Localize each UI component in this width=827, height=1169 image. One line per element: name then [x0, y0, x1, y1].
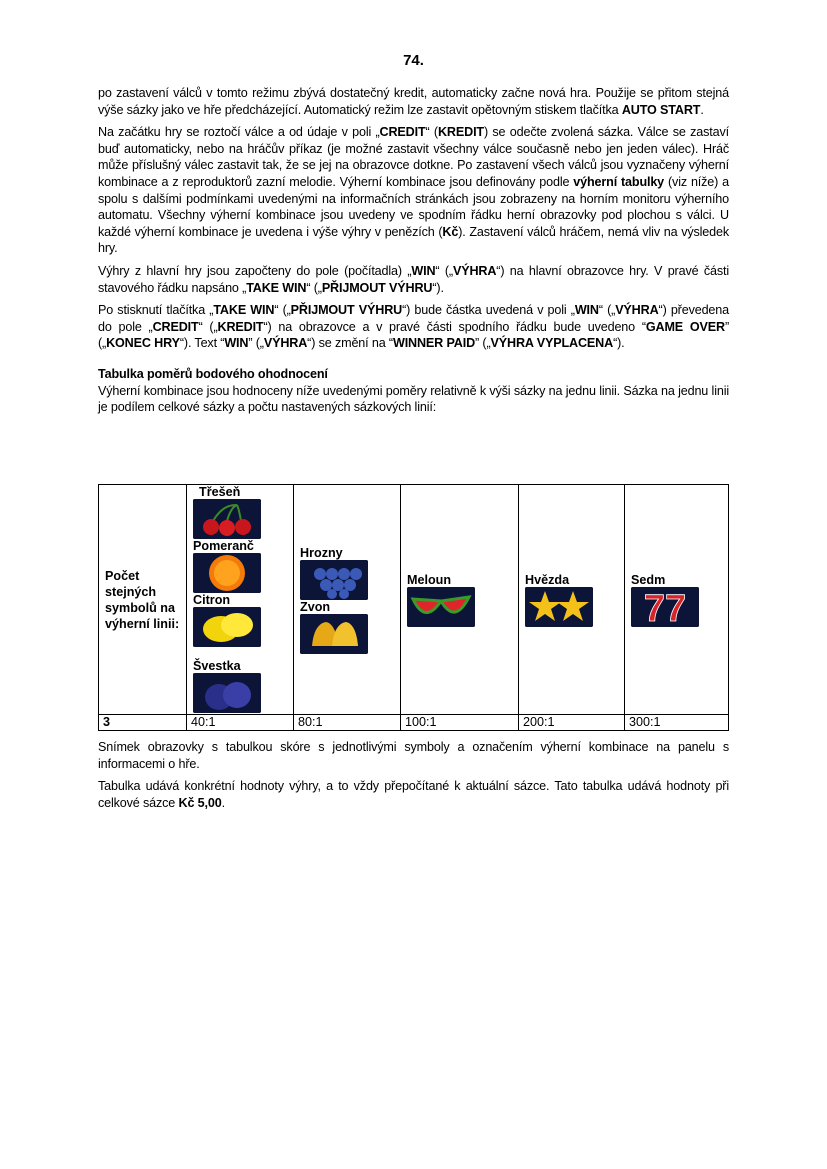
- seven-icon: [631, 587, 699, 627]
- lemon-icon: [193, 607, 261, 647]
- star-icon: [525, 587, 593, 627]
- payout-value: 300:1: [625, 715, 729, 731]
- footer-text: [98, 739, 729, 817]
- symbol-label: Meloun: [407, 572, 452, 587]
- row-label: Počet stejných symbolů na výherní linii:: [99, 485, 187, 715]
- grapes-icon: [300, 560, 368, 600]
- payout-value: 200:1: [519, 715, 625, 731]
- table-caption: Snímek obrazovky s tabulkou skóre s jednotlivými symboly a označením výherní kombinace na panelu s informacemi o hře.: [98, 740, 729, 771]
- paragraph-game-start: Na začátku hry se roztočí válce a od údaje v poli „CREDIT“ (KREDIT) se odečte zvolená sázka. Válce se zastaví buď automaticky, nebo na hráčův příkaz (je možné zastavit všechny válce současně nebo jen jeden válec). Hráč může příslušný válec zastavit tak, že se jej na obrazovce dotkne. Po zastavení všech válců jsou vyznačeny výherní kombinace a z reproduktorů zazní melodie. Výherní kombinace jsou definovány podle výherní tabulky (viz níže) a spolu s dalšími podmínkami uvedenými na informačních stránkách jsou zobrazeny na horním monitoru výherního automatu. Všechny výherní kombinace jsou uvedeny ve spodním řádku herní obrazovky pod plochou s válci. U každé výherní kombinace je uvedena i výše výhry v penězích (Kč). Zastavení válců hráčem, nemá vliv na výsledek hry.: [98, 125, 730, 256]
- section-title: Tabulka poměrů bodového ohodnocení: [98, 366, 328, 381]
- symbol-label: Sedm: [631, 572, 666, 587]
- payout-table: [98, 484, 729, 731]
- cherry-icon: [193, 499, 261, 539]
- fruit-symbols-cell: [187, 485, 294, 715]
- symbol-label: Švestka: [193, 659, 241, 673]
- symbol-label: Citron: [193, 593, 231, 607]
- seven-cell: [625, 485, 729, 715]
- symbol-label: Třešeň: [199, 485, 241, 499]
- page-number: 74.: [403, 52, 424, 69]
- symbol-label: Pomeranč: [193, 539, 254, 553]
- payout-value: 40:1: [187, 715, 294, 731]
- svg-text:77: 77: [643, 587, 687, 627]
- body-text: [98, 85, 729, 422]
- payout-value: 80:1: [294, 715, 401, 731]
- melon-icon: [407, 587, 475, 627]
- symbol-count: 3: [99, 715, 187, 731]
- paragraph-wins: Výhry z hlavní hry jsou započteny do pole (počítadla) „WIN“ („VÝHRA“) na hlavní obrazovce hry. V pravé části stavového řádku napsáno „TAKE WIN“ („PŘIJMOUT VÝHRU“).: [98, 263, 730, 295]
- plum-icon: [193, 673, 261, 713]
- payout-value: 100:1: [401, 715, 519, 731]
- symbol-label: Hrozny: [300, 545, 343, 560]
- symbol-label: Hvězda: [525, 572, 570, 587]
- section-intro: Výherní kombinace jsou hodnoceny níže uvedenými poměry relativně k výši sázky na jednu linii. Sázka na jednu linii je podílem celkové sázky a počtu nastavených sázkových linií:: [98, 383, 729, 415]
- melon-cell: [401, 485, 519, 715]
- grape-bell-cell: [294, 485, 401, 715]
- bell-icon: [300, 614, 368, 654]
- symbol-label: Zvon: [300, 599, 331, 614]
- orange-icon: [193, 553, 261, 593]
- paragraph-take-win: Po stisknutí tlačítka „TAKE WIN“ („PŘIJMOUT VÝHRU“) bude částka uvedená v poli „WIN“ („VÝHRA“) převedena do pole „CREDIT“ („KREDIT“) na obrazovce a v pravé části spodního řádku bude uvedeno “GAME OVER” („KONEC HRY“). Text “WIN” („VÝHRA“) se změní na “WINNER PAID” („VÝHRA VYPLACENA“).: [98, 303, 729, 351]
- star-cell: [519, 485, 625, 715]
- paragraph-auto-mode: po zastavení válců v tomto režimu zbývá dostatečný kredit, automaticky začne nová hra. Použije se přitom stejná výše sázky jako ve hře předcházející. Automatický režim lze zastavit opětovným stiskem tlačítka AUTO START.: [98, 86, 729, 117]
- paragraph-table-values: Tabulka udává konkrétní hodnoty výhry, a to vždy přepočítané k aktuální sázce. Tato tabulka udává hodnoty při celkové sázce Kč 5,00.: [98, 779, 729, 810]
